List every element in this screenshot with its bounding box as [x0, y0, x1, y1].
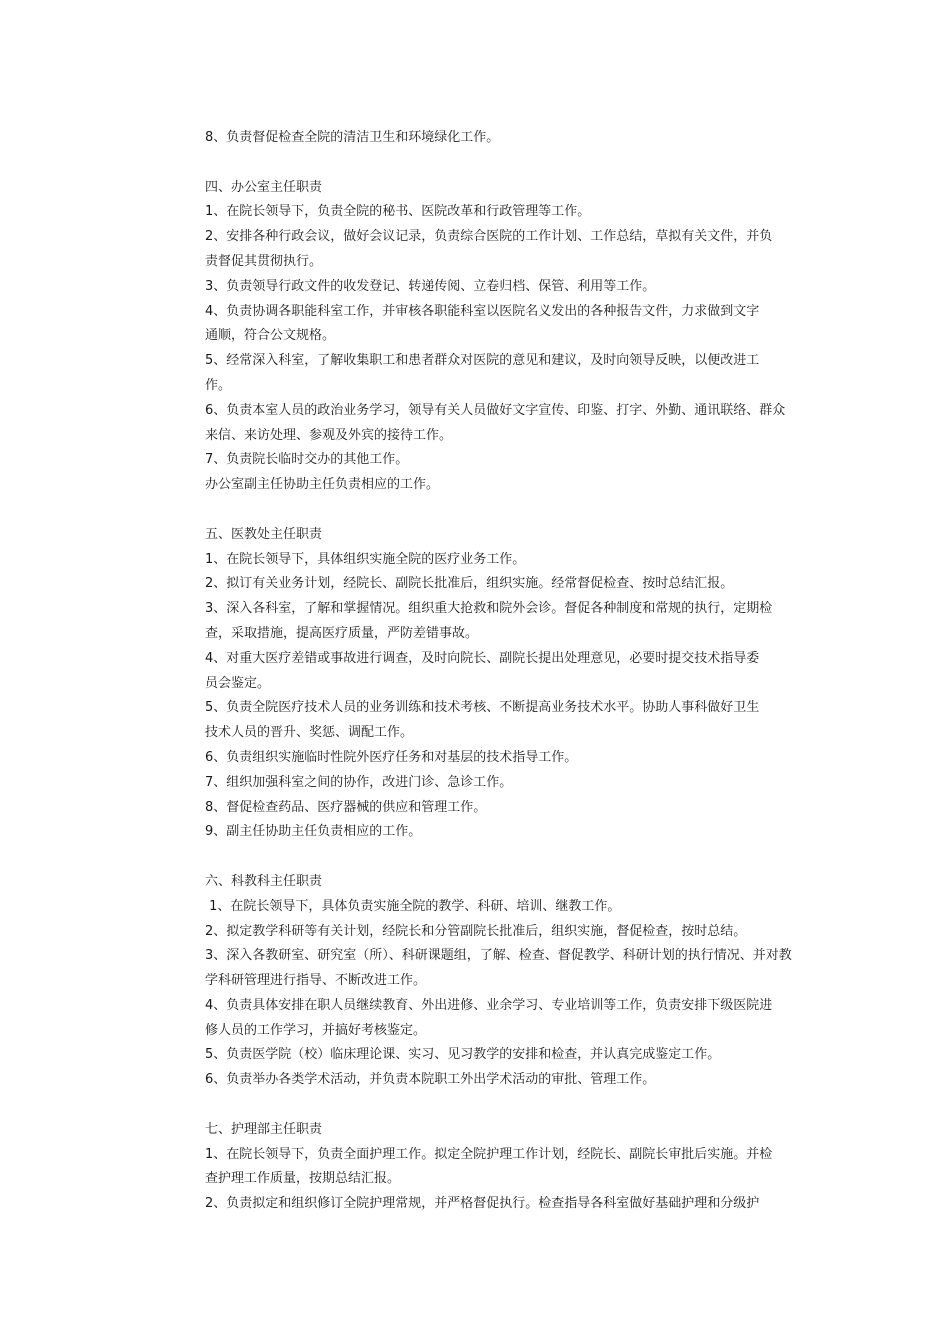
text-line: 4、负责协调各职能科室工作，并审核各职能科室以医院名义发出的各种报告文件，力求做到文字	[205, 303, 760, 319]
text-line: 8、督促检查药品、医疗器械的供应和管理工作。	[205, 799, 487, 815]
text-line: 1、在院长领导下，负责全面护理工作。拟定全院护理工作计划，经院长、副院长审批后实施。并检	[205, 1146, 773, 1162]
text-line: 查护理工作质量，按期总结汇报。	[205, 1171, 401, 1187]
text-line: 责督促其贯彻执行。	[205, 253, 323, 269]
text-line: 7、组织加强科室之间的协作，改进门诊、急诊工作。	[205, 774, 513, 790]
text-line: 8、负责督促检查全院的清洁卫生和环境绿化工作。	[205, 130, 500, 145]
text-line: 9、副主任协助主任负责相应的工作。	[205, 824, 422, 840]
text-line: 6、负责本室人员的政治业务学习，领导有关人员做好文字宣传、印鉴、打字、外勤、通讯联络、群众	[205, 402, 786, 418]
text-line: 1、在院长领导下，具体负责实施全院的教学、科研、培训、继教工作。	[205, 898, 621, 914]
text-line: 查，采取措施，提高医疗质量，严防差错事故。	[205, 625, 479, 641]
blank-line	[205, 1093, 815, 1118]
text-line: 修人员的工作学习，并搞好考核鉴定。	[205, 1022, 427, 1038]
text-line: 学科研管理进行指导、不断改进工作。	[205, 973, 427, 989]
text-line: 2、安排各种行政会议，做好会议记录，负责综合医院的工作计划、工作总结，草拟有关文件，并负	[205, 229, 773, 245]
blank-line	[205, 845, 815, 870]
text-line: 6、负责举办各类学术活动，并负责本院职工外出学术活动的审批、管理工作。	[205, 1072, 656, 1088]
blank-line	[205, 151, 815, 176]
text-line: 3、负责领导行政文件的收发登记、转递传阅、立卷归档、保管、利用等工作。	[205, 278, 656, 294]
text-line: 通顺，符合公文规格。	[205, 328, 336, 344]
document-body	[205, 126, 815, 1217]
section-heading-science-education-director: 六、科教科主任职责	[205, 873, 323, 889]
text-line: 2、拟订有关业务计划，经院长、副院长批准后，组织实施。经常督促检查、按时总结汇报。	[205, 576, 734, 592]
text-line: 来信、来访处理、参观及外宾的接待工作。	[205, 427, 453, 443]
text-line: 4、负责具体安排在职人员继续教育、外出进修、业余学习、专业培训等工作，负责安排下级医院进	[205, 997, 773, 1013]
text-line: 5、经常深入科室，了解收集职工和患者群众对医院的意见和建议，及时向领导反映，以便改进工	[205, 353, 760, 369]
text-line: 1、在院长领导下，具体组织实施全院的医疗业务工作。	[205, 551, 526, 567]
section-heading-nursing-director: 七、护理部主任职责	[205, 1121, 323, 1137]
text-line: 4、对重大医疗差错或事故进行调查，及时向院长、副院长提出处理意见，必要时提交技术指导委	[205, 650, 760, 666]
text-line: 办公室副主任协助主任负责相应的工作。	[205, 477, 440, 493]
section-heading-medical-education-director: 五、医教处主任职责	[205, 526, 323, 542]
text-line: 7、负责院长临时交办的其他工作。	[205, 452, 409, 468]
text-line: 5、负责全院医疗技术人员的业务训练和技术考核、不断提高业务技术水平。协助人事科做好卫生	[205, 700, 760, 716]
text-line: 技术人员的晋升、奖惩、调配工作。	[205, 725, 414, 741]
text-line: 5、负责医学院（校）临床理论课、实习、见习教学的安排和检查，并认真完成鉴定工作。	[205, 1047, 721, 1063]
text-line: 作。	[205, 377, 232, 393]
text-line: 3、深入各教研室、研究室（所）、科研课题组，了解、检查、督促教学、科研计划的执行情况、并对教	[205, 948, 792, 964]
text-line: 2、拟定教学科研等有关计划，经院长和分管副院长批准后，组织实施，督促检查，按时总结。	[205, 923, 747, 939]
text-line: 3、深入各科室，了解和掌握情况。组织重大抢救和院外会诊。督促各种制度和常规的执行，定期检	[205, 601, 773, 617]
text-line: 员会鉴定。	[205, 675, 271, 691]
text-line: 2、负责拟定和组织修订全院护理常规，并严格督促执行。检查指导各科室做好基础护理和分级护	[205, 1196, 760, 1212]
section-heading-office-director: 四、办公室主任职责	[205, 179, 323, 195]
text-line: 1、在院长领导下，负责全院的秘书、医院改革和行政管理等工作。	[205, 204, 591, 220]
text-line: 6、负责组织实施临时性院外医疗任务和对基层的技术指导工作。	[205, 749, 578, 765]
blank-line	[205, 498, 815, 523]
